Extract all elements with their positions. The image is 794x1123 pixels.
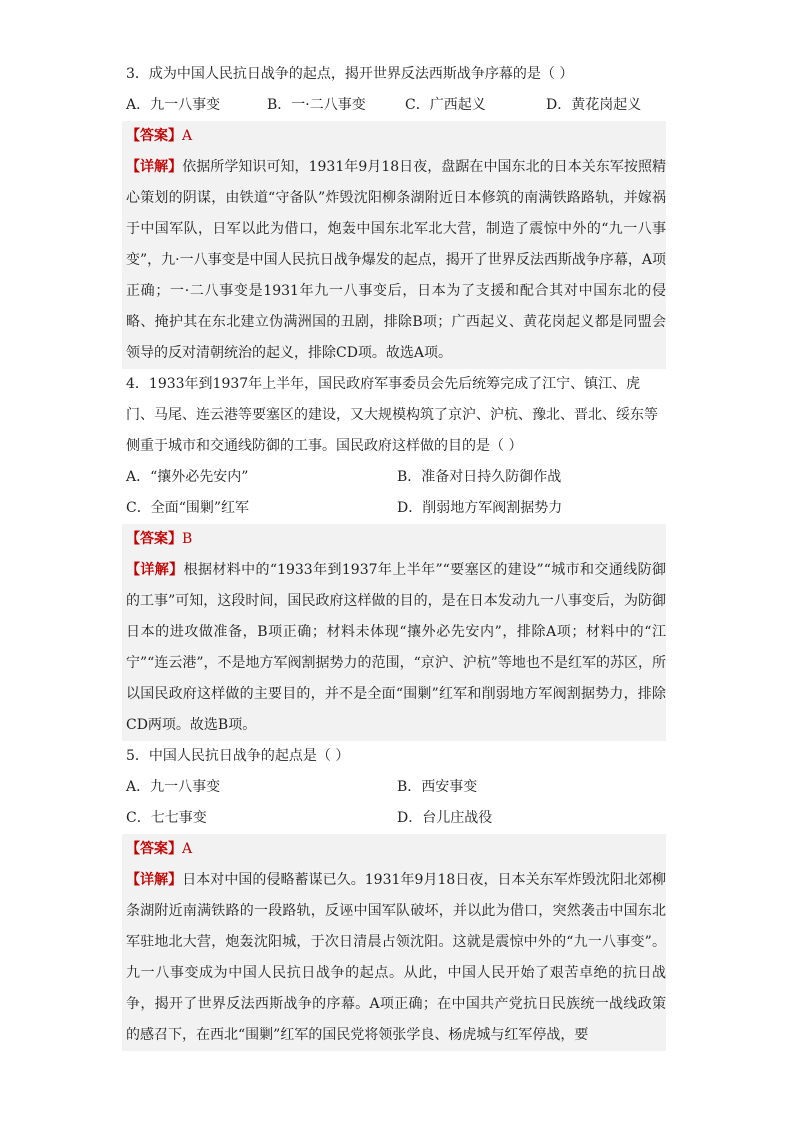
detail-tag: 【详解】 <box>126 872 183 888</box>
detail-text <box>126 555 666 741</box>
option-a: A．“攘外必先安内” <box>126 469 249 485</box>
options-row <box>126 462 668 493</box>
options-row <box>126 772 668 803</box>
answer-block <box>122 834 666 1051</box>
detail-tag: 【详解】 <box>126 562 184 578</box>
answer-line <box>126 834 666 865</box>
answer-line <box>126 121 666 152</box>
answer-line <box>126 524 666 555</box>
option-b: B．准备对日持久防御作战 <box>397 469 562 485</box>
option-c: C．七七事变 <box>126 810 207 826</box>
detail-body: 日本对中国的侵略蓄谋已久。1931年9月18日夜，日本关东军炸毁沈阳北郊柳条湖附近南满铁路的一段路轨，反诬中国军队破坏，并以此为借口，突然袭击中国东北军驻地北大营，炮轰沈阳城，于次日清晨占领沈阳。这就是震惊中外的“九一八事变”。九一八事变成为中国人民抗日战争的起点。从此，中国人民开始了艰苦卓绝的抗日战争，揭开了世界反法西斯战争的序幕。A项正确；在中国共产党抗日民族统一战线政策的感召下，在西北“围剿”红军的国民党将领张学良、杨虎城与红军停战，要 <box>126 872 666 1043</box>
answer-tag: 【答案】 <box>126 531 182 547</box>
question-stem: 5．中国人民抗日战争的起点是（ ） <box>126 748 350 764</box>
option-d: D．台儿庄战役 <box>397 810 493 826</box>
answer-tag: 【答案】 <box>126 841 182 857</box>
detail-text <box>126 152 666 369</box>
answer-value: A <box>182 841 193 857</box>
options-row <box>126 803 668 834</box>
option-b: B．西安事变 <box>397 779 478 795</box>
detail-body: 根据材料中的“1933年到1937年上半年”“要塞区的建设”“城市和交通线防御的工事”可知，这段时间，国民政府这样做的目的，是在日本发动九一八事变后，为防御日本的进攻做准备，B项正确；材料未体现“攘外必先安内”，排除A项；材料中的“江宁”“连云港”，不是地方军阀割据势力的范围，“京沪、沪杭”等地也不是红军的苏区，所以国民政府这样做的主要目的，并不是全面“围剿”红军和削弱地方军阀割据势力，排除CD两项。故选B项。 <box>126 562 667 733</box>
option-a: A．九一八事变 <box>126 97 221 113</box>
options-row <box>126 493 668 524</box>
question-stem: 4．1933年到1937年上半年，国民政府军事委员会先后统筹完成了江宁、镇江、虎门、马尾、连云港等要塞区的建设，又大规模构筑了京沪、沪杭、豫北、晋北、绥东等侧重于城市和交通线防御的工事。国民政府这样做的目的是（ ） <box>126 376 658 454</box>
answer-block <box>122 524 666 741</box>
answer-tag: 【答案】 <box>126 128 182 144</box>
option-d: D．削弱地方军阀割据势力 <box>397 500 563 516</box>
detail-body: 依据所学知识可知，1931年9月18日夜，盘踞在中国东北的日本关东军按照精心策划的阴谋，由铁道“守备队”炸毁沈阳柳条湖附近日本修筑的南满铁路路轨，并嫁祸于中国军队，日军以此为借口，炮轰中国东北军北大营，制造了震惊中外的“九一八事变”，九·一八事变是中国人民抗日战争爆发的起点，揭开了世界反法西斯战争序幕，A项正确；一·二八事变是1931年九一八事变后，日本为了支援和配合其对中国东北的侵略、掩护其在东北建立伪满洲国的丑剧，排除B项；广西起义、黄花岗起义都是同盟会领导的反对清朝统治的起义，排除CD项。故选A项。 <box>126 159 666 361</box>
option-c: C．全面“围剿”红军 <box>126 500 250 516</box>
question-stem: 3．成为中国人民抗日战争的起点，揭开世界反法西斯战争序幕的是（ ） <box>126 66 574 82</box>
options-row <box>126 90 668 121</box>
option-b: B．一·二八事变 <box>267 97 366 113</box>
option-a: A．九一八事变 <box>126 779 221 795</box>
detail-tag: 【详解】 <box>126 159 183 175</box>
option-d: D．黄花岗起义 <box>546 97 642 113</box>
answer-value: B <box>182 531 193 547</box>
option-c: C．广西起义 <box>405 97 486 113</box>
detail-text <box>126 865 666 1051</box>
answer-value: A <box>182 128 193 144</box>
answer-block <box>122 121 666 369</box>
document-page <box>126 60 668 1051</box>
